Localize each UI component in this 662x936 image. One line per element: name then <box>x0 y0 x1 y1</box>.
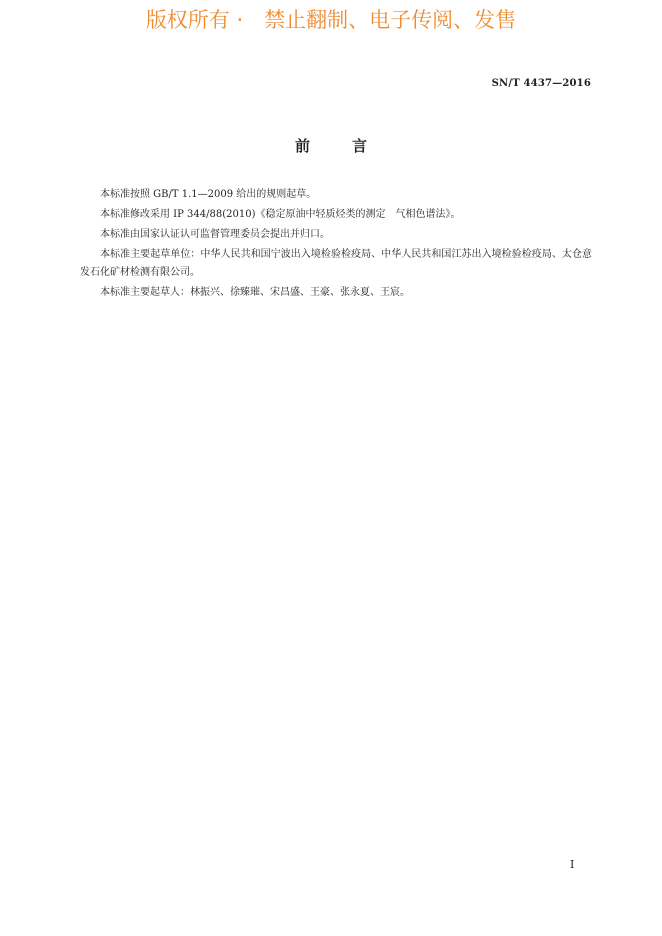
paragraph-adoption: 本标准修改采用 IP 344/88(2010)《稳定原油中轻质烃类的测定 气相色谱法》。 <box>100 209 461 220</box>
paragraph-drafting-units: 本标准主要起草单位：中华人民共和国宁波出入境检验检疫局、中华人民共和国江苏出入境检验检疫局、太仓意发石化矿材检测有限公司。 <box>80 249 592 278</box>
section-title-foreword <box>0 136 662 156</box>
paragraph-drafting-rules: 本标准按照 GB/T 1.1—2009 给出的规则起草。 <box>100 189 317 200</box>
page-number: I <box>570 858 575 871</box>
paragraph-drafters: 本标准主要起草人：林振兴、徐臻璀、宋昌盛、王豪、张永夏、王宸。 <box>100 287 410 298</box>
foreword-body <box>80 186 592 304</box>
paragraph-proposed-by: 本标准由国家认证认可监督管理委员会提出并归口。 <box>100 229 330 240</box>
copyright-watermark: 版权所有 · 禁止翻制、电子传阅、发售 <box>145 8 517 32</box>
section-title-char-1: 前 <box>294 137 310 155</box>
standard-code: SN/T 4437—2016 <box>491 78 591 89</box>
section-title-char-2: 言 <box>352 137 368 155</box>
